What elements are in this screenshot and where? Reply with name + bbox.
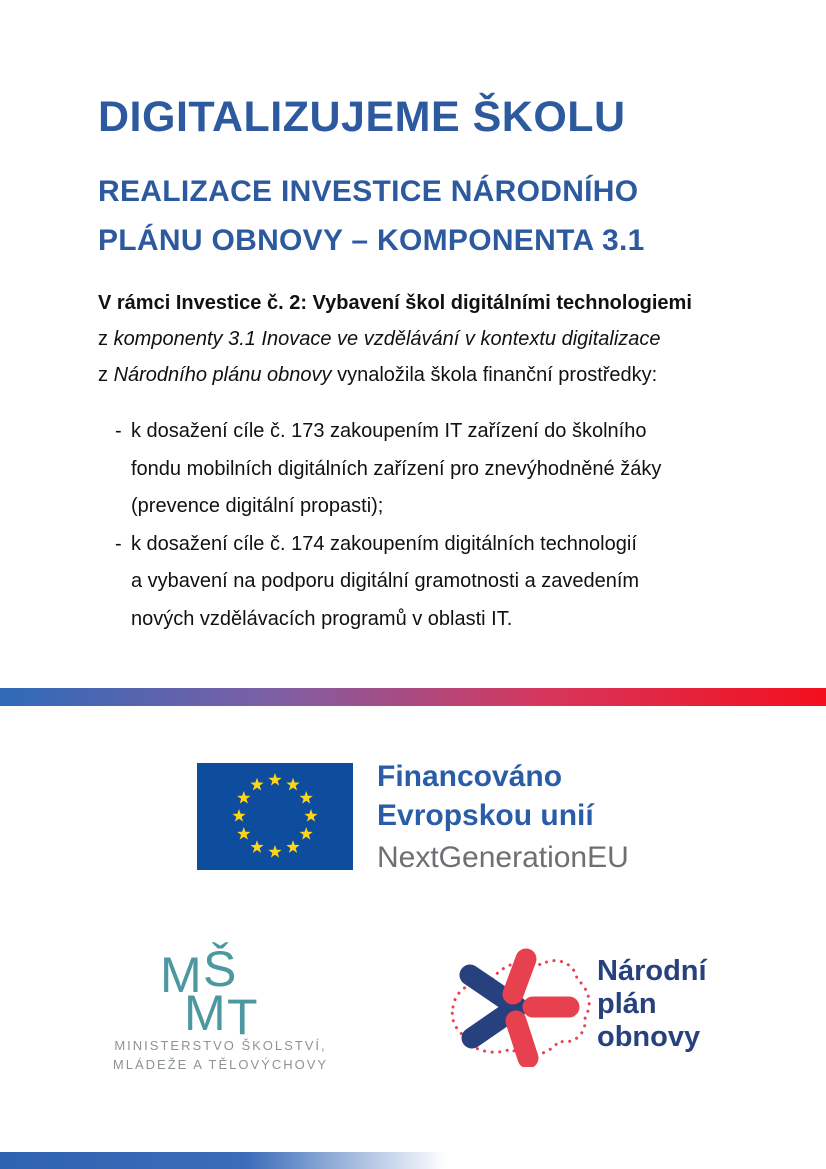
msmt-caption-line-1: MINISTERSTVO ŠKOLSTVÍ, xyxy=(114,1038,327,1053)
intro-l3-prefix: z xyxy=(98,364,114,386)
bullet-text xyxy=(131,526,639,639)
npo-text-line-2: plán xyxy=(597,988,657,1020)
intro-bold-text: V rámci Investice č. 2: Vybavení škol digitálními technologiemi xyxy=(98,292,692,314)
intro-line-2 xyxy=(98,321,692,357)
bullet-1-line-3: (prevence digitální propasti); xyxy=(131,495,384,517)
intro-line-3 xyxy=(98,357,692,393)
msmt-monogram-letter: M xyxy=(160,947,202,1003)
msmt-monogram-letter: T xyxy=(227,989,258,1045)
eu-text-line-2: Evropskou unií xyxy=(377,799,594,832)
nextgenerationeu-label: NextGenerationEU xyxy=(377,841,629,874)
msmt-caption xyxy=(98,1036,343,1074)
list-item xyxy=(115,526,661,639)
intro-l3-suffix: vynaložila škola finanční prostředky: xyxy=(331,364,658,386)
intro-line-1 xyxy=(98,285,692,321)
npo-text-line-1: Národní xyxy=(597,955,707,987)
npo-red-stroke-top xyxy=(513,959,526,994)
list-item xyxy=(115,413,661,526)
bullet-marker: - xyxy=(115,420,122,442)
bullet-1-line-1: k dosažení cíle č. 173 zakoupením IT zařízení do školního xyxy=(131,420,647,442)
msmt-caption-line-2: MLÁDEŽE A TĚLOVÝCHOVY xyxy=(112,1057,329,1072)
eu-funding-text xyxy=(377,757,629,877)
bullet-2-line-1: k dosažení cíle č. 174 zakoupením digitálních technologií xyxy=(131,532,637,555)
npo-logo-icon xyxy=(443,945,595,1067)
subtitle-line-1: REALIZACE INVESTICE NÁRODNÍHO xyxy=(98,175,639,208)
eu-flag-icon xyxy=(197,763,353,870)
bullet-1-line-2: fondu mobilních digitálních zařízení pro znevýhodněné žáky xyxy=(131,457,662,480)
npo-text-line-3: obnovy xyxy=(597,1021,701,1053)
bullet-list xyxy=(115,413,661,638)
bullet-2-line-2: a vybavení na podporu digitální gramotnosti a zavedením xyxy=(131,570,640,592)
bullet-2-line-3: nových vzdělávacích programů v oblasti IT. xyxy=(131,607,513,630)
page-title: DIGITALIZUJEME ŠKOLU xyxy=(98,93,626,141)
msmt-monogram-letter: M xyxy=(184,985,226,1041)
intro-l2-italic: komponenty 3.1 Inovace ve vzdělávání v kontextu digitalizace xyxy=(113,328,661,350)
subtitle-line-2: PLÁNU OBNOVY – KOMPONENTA 3.1 xyxy=(98,224,645,257)
footer-gradient-bar xyxy=(0,1152,446,1169)
npo-wordmark xyxy=(597,955,707,1054)
intro-paragraph xyxy=(98,285,692,393)
bullet-marker: - xyxy=(115,532,122,555)
intro-l3-italic: Národního plánu obnovy xyxy=(113,364,332,386)
page-subtitle xyxy=(98,167,645,265)
eu-text-line-1: Financováno xyxy=(377,760,563,793)
gradient-divider-bar xyxy=(0,688,826,706)
intro-l2-prefix: z xyxy=(98,328,114,350)
npo-red-stroke-bottom xyxy=(516,1021,528,1058)
msmt-monogram-letter: Š xyxy=(203,941,237,997)
bullet-text xyxy=(131,413,661,526)
